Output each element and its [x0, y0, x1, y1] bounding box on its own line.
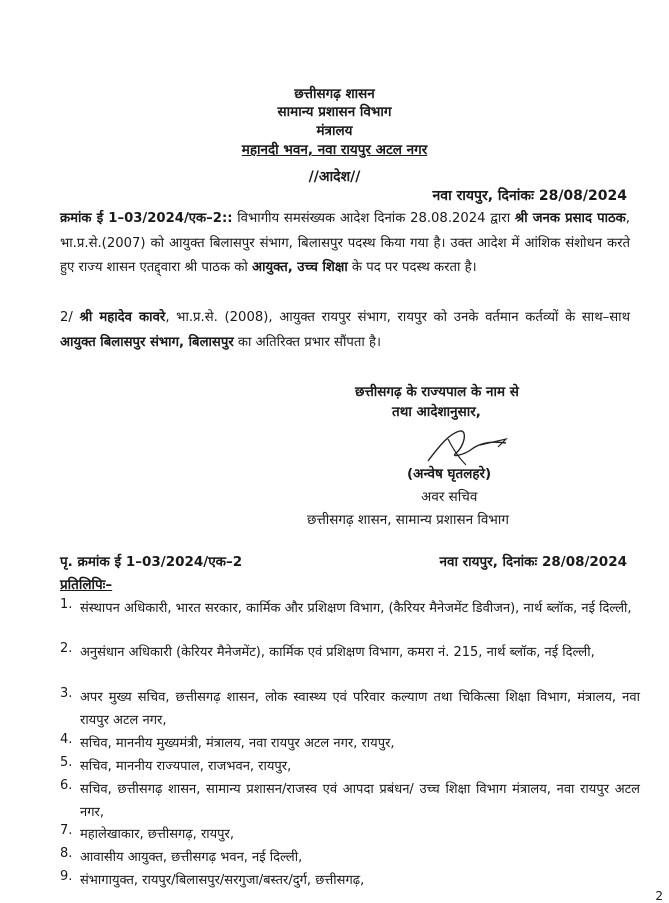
copy-to-heading: प्रतिलिपिः– [60, 577, 113, 593]
header-ministry: मंत्रालय [316, 123, 353, 139]
copy-item-number: 7. [60, 823, 73, 838]
governor-authority-line: छत्तीसगढ़ के राज्यपाल के नाम से [355, 384, 519, 400]
officer-name-1: श्री जनक प्रसाद पाठक [514, 211, 626, 226]
copy-item-text: आवासीय आयुक्त, छत्तीसगढ़ भवन, नई दिल्ली, [80, 850, 303, 865]
copy-item-number: 2. [60, 641, 73, 656]
header-govt: छत्तीसगढ़ शासन [294, 86, 375, 102]
header-department: सामान्य प्रशासन विभाग [277, 104, 392, 120]
para2-number: 2/ [60, 310, 80, 325]
copy-item-text: अपर मुख्य सचिव, छत्तीसगढ़ शासन, लोक स्वास्थ्य एवं परिवार कल्याण तथा चिकित्सा शिक्षा विभाग, मंत्रालय, नवा रायपुर अटल नगर, [80, 690, 640, 728]
copy-item-number: 4. [60, 732, 73, 747]
copy-item-number: 9. [60, 869, 73, 884]
posting-title: आयुक्त, उच्च शिक्षा [252, 260, 348, 275]
order-place-date: नवा रायपुर, दिनांकः 28/08/2024 [432, 188, 627, 204]
order-title: //आदेश// [308, 169, 361, 185]
header-address-text: महानदी भवन, नवा रायपुर अटल नगर [241, 142, 428, 158]
copy-item-text: महालेखाकार, छत्तीसगढ़, रायपुर, [80, 827, 235, 842]
copy-item-text: सचिव, छत्तीसगढ़ शासन, सामान्य प्रशासन/राजस्व एवं आपदा प्रबंधन/ उच्च शिक्षा विभाग मंत्रालय, नवा रायपुर अटल नगर, [80, 782, 640, 820]
order-authority-line: तथा आदेशानुसार, [392, 404, 481, 420]
additional-charge: आयुक्त बिलासपुर संभाग, बिलासपुर [60, 334, 234, 350]
para2-text-b: का अतिरिक्त प्रभार सौंपता है। [233, 334, 381, 350]
copy-item-text: संभागायुक्त, रायपुर/बिलासपुर/सरगुजा/बस्तर/दुर्ग, छत्तीसगढ़, [80, 873, 365, 888]
para1-text-b: , भा.प्र.से.(2007) को आयुक्त बिलासपुर संभाग, बिलासपुर पदस्थ किया गया है। उक्त आदेश में आंशिक संशोधन करते हुए राज्य शासन एतद्द्वारा श्री पाठक को [60, 211, 630, 275]
order-paragraph-2 [60, 306, 630, 355]
signatory-designation: अवर सचिव [421, 489, 478, 505]
copy-item-text: अनुसंधान अधिकारी (केरियर मैनेजमेंट), कार्मिक एवं प्रशिक्षण विभाग, कमरा नं. 215, नार्थ ब्लॉक, नई दिल्ली, [80, 645, 595, 660]
copy-item-text: संस्थापन अधिकारी, भारत सरकार, कार्मिक और प्रशिक्षण विभाग, (कैरियर मैनेजमेंट डिवीजन), नार्थ ब्लॉक, नई दिल्ली, [80, 601, 632, 616]
signatory-department: छत्तीसगढ़ शासन, सामान्य प्रशासन विभाग [307, 512, 509, 528]
copy-item-text: सचिव, माननीय मुख्यमंत्री, मंत्रालय, नवा रायपुर अटल नगर, रायपुर, [80, 736, 395, 751]
copy-item-text: सचिव, माननीय राज्यपाल, राजभवन, रायपुर, [80, 759, 292, 774]
signatory-name: (अन्वेष घृतलहरे) [407, 466, 492, 482]
copy-item-number: 3. [60, 686, 73, 701]
header-address [0, 140, 669, 158]
endorsement-place-date: नवा रायपुर, दिनांकः 28/08/2024 [439, 554, 627, 570]
order-number: क्रमांक ई 1–03/2024/एक–2:: [60, 211, 233, 226]
copy-item-number: 5. [60, 755, 73, 770]
officer-name-2: श्री महादेव कावरे [79, 310, 166, 325]
copy-item-number: 6. [60, 778, 73, 793]
order-paragraph-1 [60, 207, 630, 281]
page-continuation-marker: 2 [655, 889, 663, 903]
para2-text-a: , भा.प्र.से. (2008), आयुक्त रायपुर संभाग, रायपुर को उनके वर्तमान कर्तव्यों के साथ–साथ [165, 310, 630, 325]
signature-mark [420, 425, 510, 469]
para1-text-c: के पद पर पदस्थ करता है। [347, 260, 477, 275]
para1-text-a: विभागीय समसंख्यक आदेश दिनांक 28.08.2024 द्वारा [232, 211, 515, 226]
endorsement-number: पृ. क्रमांक ई 1–03/2024/एक–2 [60, 554, 243, 570]
copy-item-number: 8. [60, 846, 73, 861]
copy-item-number: 1. [60, 597, 73, 612]
